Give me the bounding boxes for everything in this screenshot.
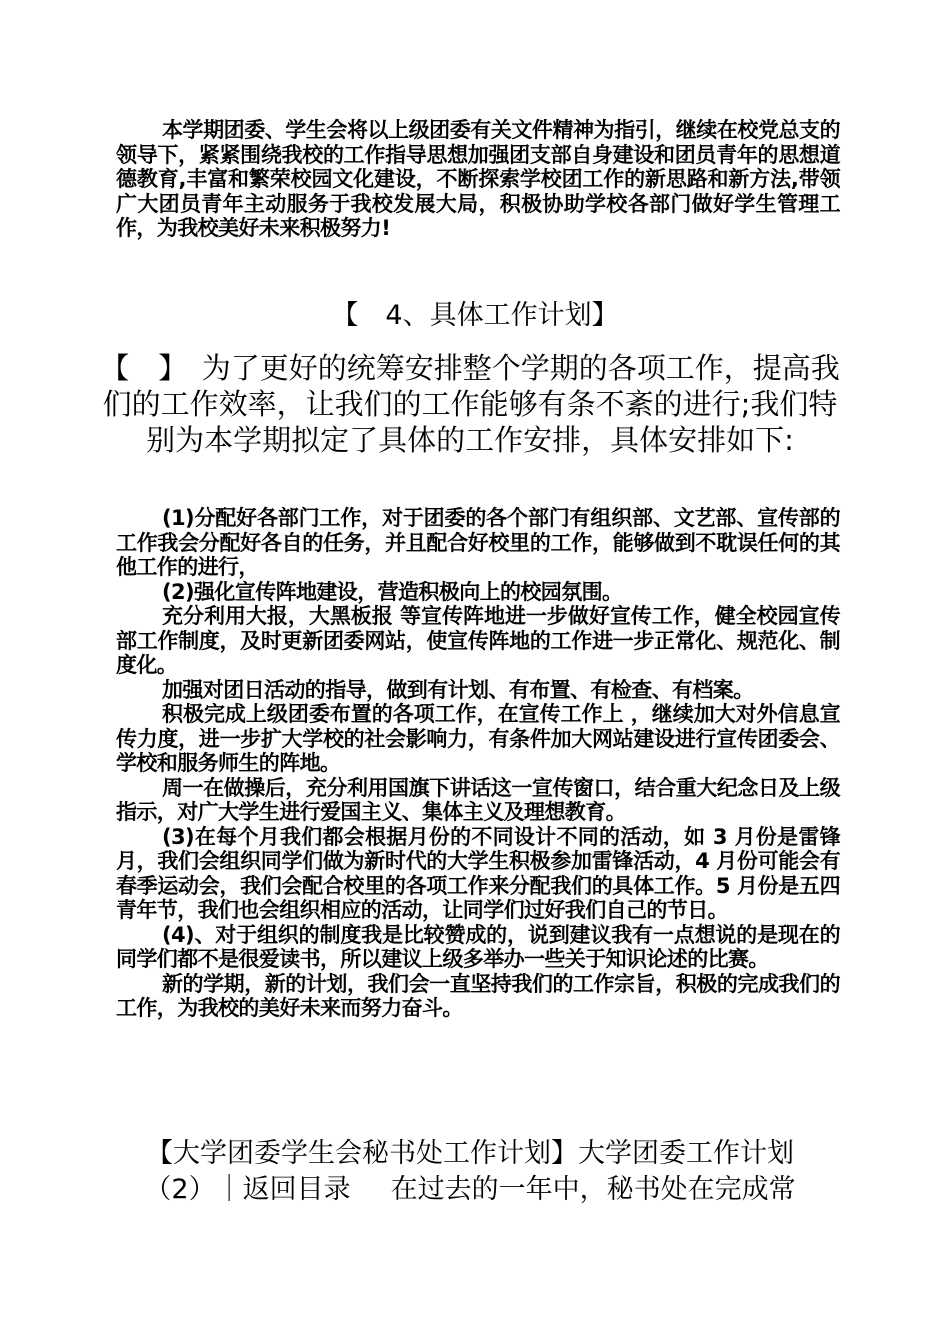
section-heading: 【 4、具体工作计划】 <box>331 300 619 331</box>
footer-continuation: 在过去的一年中，秘书处在完成常 <box>390 1174 796 1205</box>
plan-item-8: (4)、对于组织的制度我是比较赞成的，说到建议我有一点想说的是现在的同学们都不是很爱读书，所以建议上级多举办一些关于知识论述的比赛。 <box>116 922 840 971</box>
plan-item-9: 新的学期，新的计划，我们会一直坚持我们的工作宗旨，积极的完成我们的工作，为我校的美好未来而努力奋斗。 <box>116 971 840 1020</box>
plan-item-6: 周一在做操后，充分利用国旗下讲话这一宣传窗口，结合重大纪念日及上级指示，对广大学生进行爱国主义、集体主义及理想教育。 <box>116 775 840 824</box>
plan-item-3: 充分利用大报，大黑板报 等宣传阵地进一步做好宣传工作，健全校园宣传部工作制度，及时更新团委网站，使宣传阵地的工作进一步正常化、规范化、制度化。 <box>116 604 840 677</box>
plan-item-2: (2)强化宣传阵地建设，营造积极向上的校园氛围。 <box>162 579 623 604</box>
footer-return-link[interactable]: （2）｜返回目录 <box>144 1174 351 1205</box>
plan-item-5: 积极完成上级团委布置的各项工作，在宣传工作上 ，继续加大对外信息宣传力度，进一步扩大学校的社会影响力，有条件加大网站建设进行宣传团委会、学校和服务师生的阵地。 <box>116 702 840 775</box>
intro-paragraph <box>116 118 840 241</box>
footer-line-2 <box>100 1172 840 1208</box>
plan-item-1: (1)分配好各部门工作，对于团委的各个部门有组织部、文艺部、宣传部的工作我会分配好各自的任务，并且配合好校里的工作，能够做到不耽误任何的其他工作的进行， <box>116 506 840 579</box>
footer-line-1: 【大学团委学生会秘书处工作计划】大学团委工作计划 <box>146 1138 794 1169</box>
plan-item-4: 加强对团日活动的指导，做到有计划、有布置、有检查、有档案。 <box>162 677 754 702</box>
plan-list <box>116 506 840 1021</box>
intro-text: 本学期团委、学生会将以上级团委有关文件精神为指引，继续在校党总支的领导下，紧紧围绕我校的工作指导思想加强团支部自身建设和团员青年的思想道德教育,丰富和繁荣校园文化建设，不断探索学校团工作的新思路和新方法,带领广大团员青年主动服务于我校发展大局，积极协助学校各部门做好学生管理工作，为我校美好未来积极努力! <box>116 118 840 240</box>
plan-item-7: (3)在每个月我们都会根据月份的不同设计不同的活动，如 3 月份是雷锋月，我们会组织同学们做为新时代的大学生积极参加雷锋活动，4 月份可能会有春季运动会，我们会配合校里的各项工作来分配我们的具体工作。5 月份是五四青年节，我们也会组织相应的活动，让同学们过好我们自己的节日。 <box>116 824 840 922</box>
lead-paragraph: 【 】 为了更好的统筹安排整个学期的各项工作，提高我们的工作效率，让我们的工作能够有条不紊的进行;我们特别为本学期拟定了具体的工作安排，具体安排如下: <box>100 351 840 457</box>
footer-text <box>100 1136 840 1208</box>
